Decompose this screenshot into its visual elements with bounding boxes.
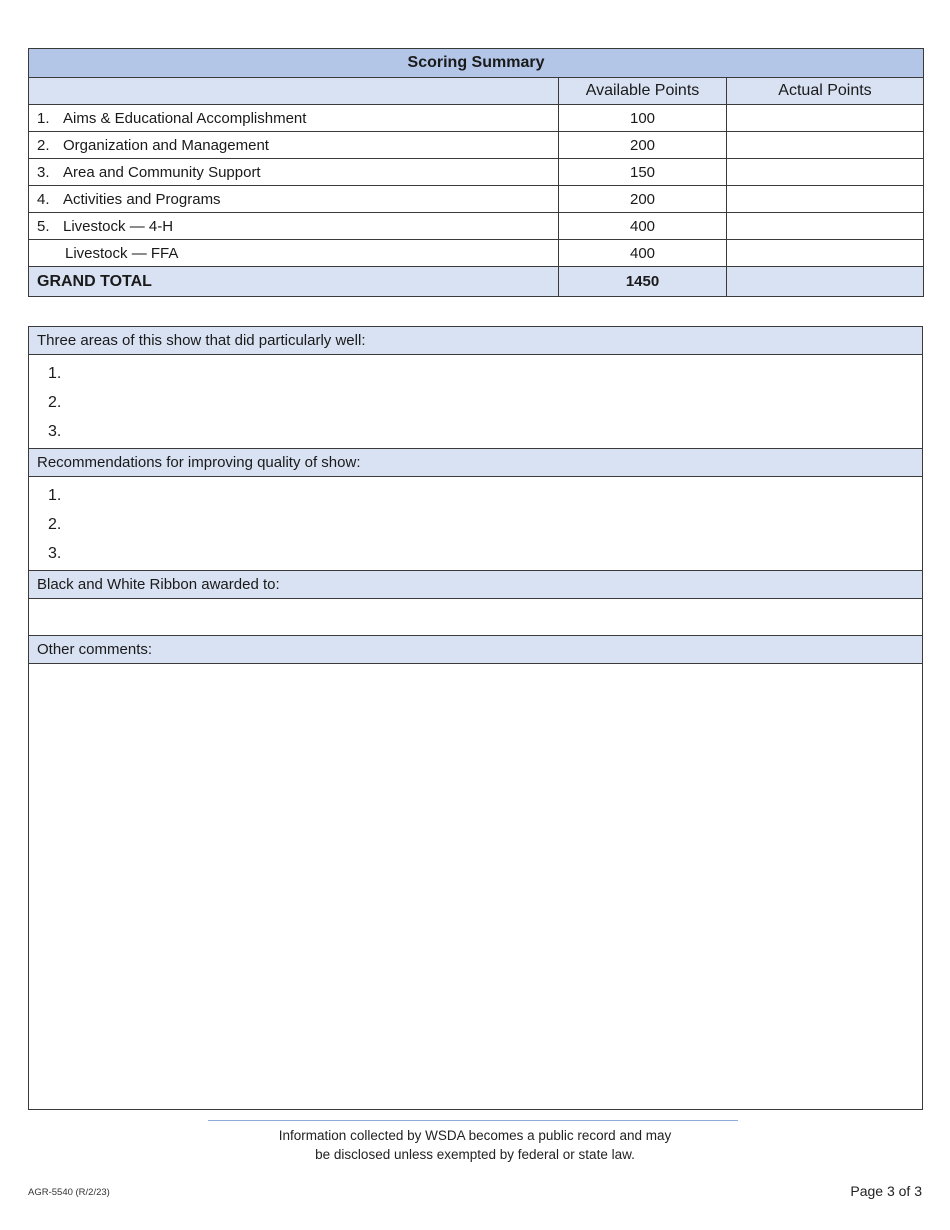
grand-total-value: 1450 xyxy=(559,267,727,297)
actual-points-field[interactable] xyxy=(727,159,924,186)
did-well-list[interactable] xyxy=(29,355,922,449)
row-number: 5. xyxy=(37,217,50,235)
row-number: 4. xyxy=(37,190,50,208)
grand-total-row xyxy=(29,267,924,297)
category-cell xyxy=(29,213,559,240)
actual-points-field[interactable] xyxy=(727,105,924,132)
list-item: 3. xyxy=(48,423,62,440)
list-item: 1. xyxy=(48,487,62,504)
ribbon-heading: Black and White Ribbon awarded to: xyxy=(29,571,922,599)
available-points: 150 xyxy=(559,159,727,186)
category-label: Aims & Educational Accomplishment xyxy=(63,109,307,127)
footer-divider xyxy=(208,1120,738,1121)
form-code: AGR-5540 (R/2/23) xyxy=(28,1187,110,1198)
category-label: Livestock — 4-H xyxy=(63,217,174,235)
actual-points-field[interactable] xyxy=(727,240,924,267)
scoring-summary-title: Scoring Summary xyxy=(29,49,924,78)
category-label: Activities and Programs xyxy=(63,190,221,208)
recommendations-heading: Recommendations for improving quality of show: xyxy=(29,449,922,477)
column-header-category xyxy=(29,78,559,105)
actual-points-field[interactable] xyxy=(727,132,924,159)
other-comments-field[interactable] xyxy=(29,664,922,1111)
other-comments-heading: Other comments: xyxy=(29,636,922,664)
notice-line-2: be disclosed unless exempted by federal or state law. xyxy=(315,1147,635,1162)
evaluation-comments-form xyxy=(28,326,923,1110)
available-points: 400 xyxy=(559,213,727,240)
list-item: 3. xyxy=(48,545,62,562)
category-cell xyxy=(29,186,559,213)
table-row xyxy=(29,213,924,240)
column-header-row xyxy=(29,78,924,105)
list-item: 2. xyxy=(48,394,62,411)
available-points: 100 xyxy=(559,105,727,132)
table-row xyxy=(29,105,924,132)
ribbon-recipient-field[interactable] xyxy=(29,599,922,636)
column-header-available: Available Points xyxy=(559,78,727,105)
actual-points-field[interactable] xyxy=(727,186,924,213)
table-row xyxy=(29,132,924,159)
grand-total-label: GRAND TOTAL xyxy=(29,267,559,297)
available-points: 200 xyxy=(559,186,727,213)
category-label: Area and Community Support xyxy=(63,163,261,181)
column-header-actual: Actual Points xyxy=(727,78,924,105)
did-well-heading: Three areas of this show that did particularly well: xyxy=(29,327,922,355)
scoring-summary-title-row xyxy=(29,49,924,78)
notice-line-1: Information collected by WSDA becomes a public record and may xyxy=(278,1128,672,1143)
available-points: 400 xyxy=(559,240,727,267)
list-item: 1. xyxy=(48,365,62,382)
category-label: Organization and Management xyxy=(63,136,269,154)
row-number: 1. xyxy=(37,109,50,127)
scoring-summary-table xyxy=(28,48,924,297)
table-row xyxy=(29,186,924,213)
category-label: Livestock — FFA xyxy=(65,244,179,262)
table-row xyxy=(29,240,924,267)
category-cell xyxy=(29,132,559,159)
row-number: 2. xyxy=(37,136,50,154)
category-cell xyxy=(29,105,559,132)
list-item: 2. xyxy=(48,516,62,533)
page-number: Page 3 of 3 xyxy=(850,1183,922,1199)
grand-total-actual xyxy=(727,267,924,297)
category-cell xyxy=(29,159,559,186)
recommendations-list[interactable] xyxy=(29,477,922,571)
public-record-notice xyxy=(200,1126,750,1164)
available-points: 200 xyxy=(559,132,727,159)
actual-points-field[interactable] xyxy=(727,213,924,240)
table-row xyxy=(29,159,924,186)
row-number: 3. xyxy=(37,163,50,181)
category-cell xyxy=(29,240,559,267)
